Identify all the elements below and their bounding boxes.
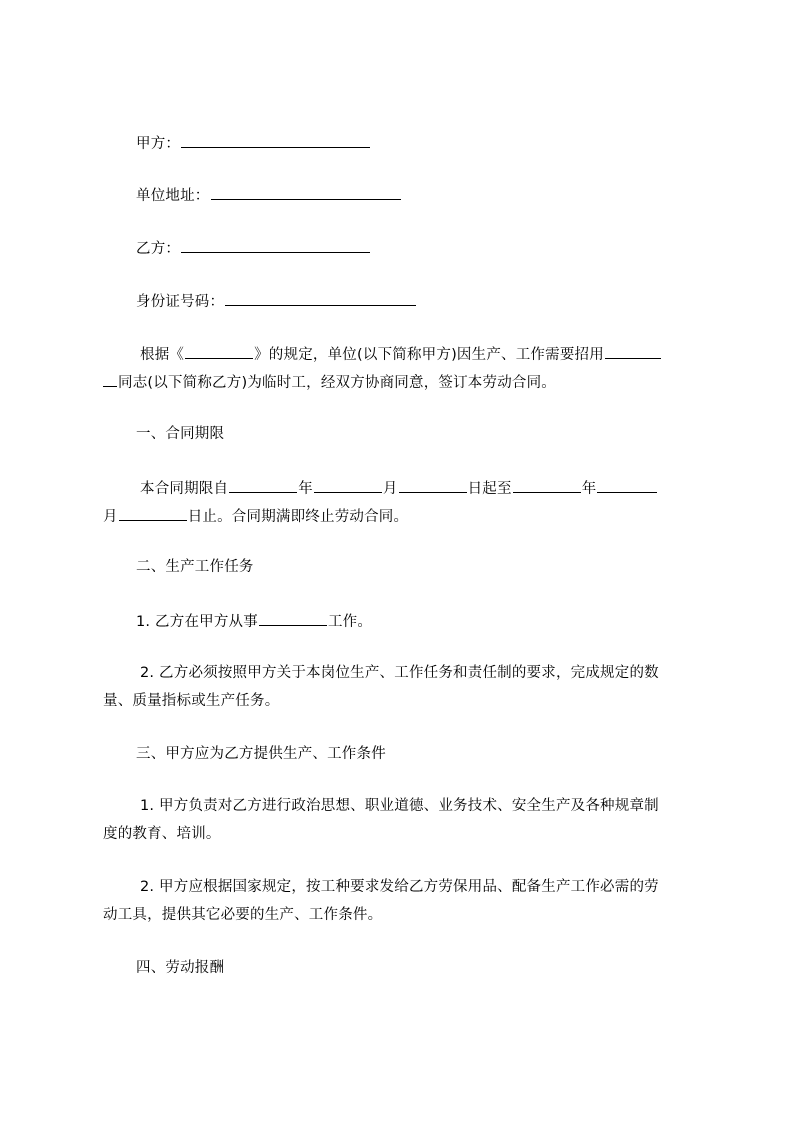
year-label-1: 年 xyxy=(298,481,313,497)
section-2-heading: 二、生产工作任务 xyxy=(136,559,254,575)
unit-address-label: 单位地址： xyxy=(136,188,210,204)
section-2-item-2-line-1: 2. 乙方必须按照甲方关于本岗位生产、工作任务和责任制的要求，完成规定的数 xyxy=(140,665,659,681)
work-text-b: 工作。 xyxy=(327,614,373,630)
term-line-2 xyxy=(103,505,700,527)
section-1-heading: 一、合同期限 xyxy=(136,426,225,442)
section-3-heading: 三、甲方应为乙方提供生产、工作条件 xyxy=(136,746,386,762)
end-year-blank xyxy=(513,477,581,493)
recruit-blank-1 xyxy=(605,343,661,359)
start-year-blank xyxy=(229,477,297,493)
party-b-blank xyxy=(181,237,370,253)
term-text-to: 日起至 xyxy=(467,481,512,497)
start-month-blank xyxy=(314,477,382,493)
intro-line-1 xyxy=(140,343,737,365)
intro-text-c: 同志(以下简称乙方)为临时工，经双方协商同意，签订本劳动合同。 xyxy=(118,375,557,391)
party-b-label: 乙方： xyxy=(136,241,181,257)
work-type-blank xyxy=(259,610,327,626)
start-day-blank xyxy=(399,477,467,493)
unit-address-blank xyxy=(211,184,401,200)
section-2-item-2-line-2: 量、质量指标或生产任务。 xyxy=(103,693,280,709)
year-label-2: 年 xyxy=(581,481,597,497)
end-day-blank xyxy=(119,505,187,521)
section-3-item-1-line-2: 度的教育、培训。 xyxy=(103,826,221,842)
intro-line-2 xyxy=(103,371,700,393)
section-2-item-1 xyxy=(136,610,733,632)
recruit-blank-2 xyxy=(103,371,117,387)
term-line-1 xyxy=(140,477,737,499)
id-number-label: 身份证号码： xyxy=(136,294,225,310)
term-text-from: 本合同期限自 xyxy=(140,481,229,497)
term-text-end: 日止。合同期满即终止劳动合同。 xyxy=(187,509,409,525)
regulation-blank xyxy=(185,343,253,359)
month-label-1: 月 xyxy=(382,481,398,497)
intro-text-a: 根据《 xyxy=(140,347,185,363)
party-a-blank xyxy=(181,132,370,148)
section-4-heading: 四、劳动报酬 xyxy=(136,960,225,976)
unit-address-line xyxy=(136,184,733,206)
month-label-2: 月 xyxy=(103,509,118,525)
section-3-item-2-line-1: 2. 甲方应根据国家规定，按工种要求发给乙方劳保用品、配备生产工作必需的劳 xyxy=(140,879,659,895)
party-a-label: 甲方： xyxy=(136,136,181,152)
section-3-item-2-line-2: 动工具，提供其它必要的生产、工作条件。 xyxy=(103,907,383,923)
id-number-line xyxy=(136,290,733,312)
party-b-line xyxy=(136,237,733,259)
section-3-item-1-line-1: 1. 甲方负责对乙方进行政治思想、职业道德、业务技术、安全生产及各种规章制 xyxy=(140,798,659,814)
work-text-a: 1. 乙方在甲方从事 xyxy=(136,614,258,630)
party-a-line xyxy=(136,132,733,154)
id-number-blank xyxy=(225,290,416,306)
intro-text-b: 》的规定，单位(以下简称甲方)因生产、工作需要招用 xyxy=(254,347,604,363)
end-month-blank-part xyxy=(597,477,657,493)
